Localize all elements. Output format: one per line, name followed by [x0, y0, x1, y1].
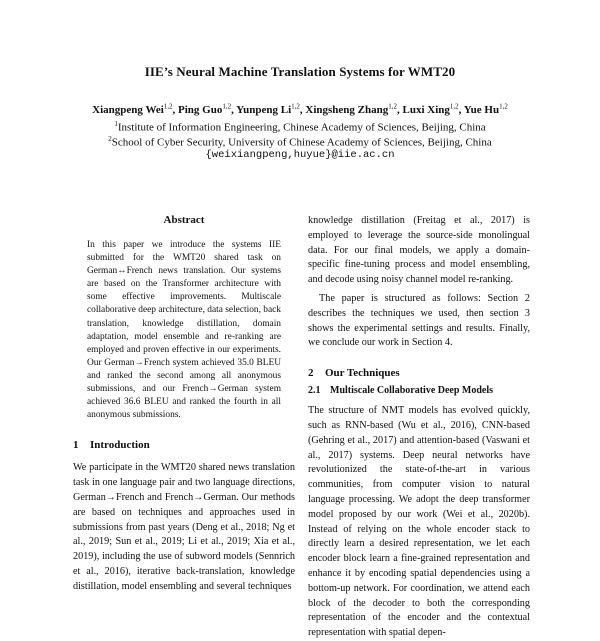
section-heading-techniques: 2 Our Techniques [308, 367, 400, 380]
author: Luxi Xing$^{1,2}$, [402, 102, 464, 116]
right-column [308, 214, 530, 641]
subsection-heading-multiscale: 2.1 Multiscale Collaborative Deep Models [308, 385, 494, 397]
abstract-text: In this paper we introduce the systems IIE submitted for the WMT20 shared task on German↔French news translation. Our systems are based on the Transformer architecture with some effective improvements. Multiscale collaborative deep architecture, data selection, back translation, knowledge distillation, domain adaptation, model ensemble and re-ranking are employed and proven effective in our experiments. Our German→French system achieved 35.0 BLEU and ranked the second among all anonymous submissions, and our French→German system achieved 36.6 BLEU and ranked the fourth in all anonymous submissions. [87, 240, 281, 421]
author: Ping Guo$^{1,2}$, [178, 102, 237, 116]
abstract-heading: Abstract [163, 214, 205, 226]
section-heading-introduction: 1 Introduction [73, 439, 150, 452]
left-column [73, 214, 295, 594]
continuation-paragraph: knowledge distillation (Freitag et al., 2017) is employed to leverage the source-side monolingual data. For our final models, we apply a domain-specific fine-tuning process and model ensembling, and decode using noisy channel model re-ranking. [308, 215, 530, 286]
introduction-paragraph: We participate in the WMT20 shared news translation task in one language pair and two language directions, German→French and French→German. Our methods are based on techniques and approaches used in submissions from past years (Deng et al., 2018; Ng et al., 2019; Sun et al., 2019; Li et al., 2019; Xia et al., 2019), including the use of subword models (Sennrich et al., 2016), iterative back-translation, knowledge distillation, model ensembling and several techniques [73, 462, 295, 592]
author: Xiangpeng Wei$^{1,2}$, [92, 102, 179, 116]
affiliation-1: $^1$Institute of Information Engineering, Chinese Academy of Sciences, Beijing, China [114, 120, 486, 134]
author: Yue Hu$^{1,2}$ [463, 102, 508, 116]
author-list [0, 102, 600, 116]
affiliation-2: $^2$School of Cyber Security, University of Chinese Academy of Sciences, Beijing, China [108, 135, 492, 149]
author: Yunpeng Li$^{1,2}$, [236, 102, 306, 116]
structure-paragraph: The paper is structured as follows: Section 2 describes the techniques we used, then section 3 shows the experimental settings and results. Finally, we conclude our work in Section 4. [308, 292, 530, 349]
author: Xingsheng Zhang$^{1,2}$, [305, 102, 403, 116]
paper-title: IIE’s Neural Machine Translation Systems for WMT20 [144, 64, 456, 79]
author-email[interactable]: {weixiangpeng,huyue}@iie.ac.cn [205, 149, 395, 161]
techniques-paragraph: The structure of NMT models has evolved quickly, such as RNN-based (Wu et al., 2016), CNN-based (Gehring et al., 2017) and attention-based (Vaswani et al., 2017) systems. Deep neural networks have revolutionized the state-of-the-art in various communities, from computer vision to natural language processing. We adopt the deep transformer model proposed by our work (Wei et al., 2020b). Instead of relying on the whole encoder stack to directly learn a desired representation, we let each encoder block learn a fine-grained representation and enhance it by encoding spatial dependencies using a bottom-up network. For coordination, we attend each block of the decoder to both the corresponding representation of the encoder and the contextual representation with spatial depen- [308, 405, 530, 639]
